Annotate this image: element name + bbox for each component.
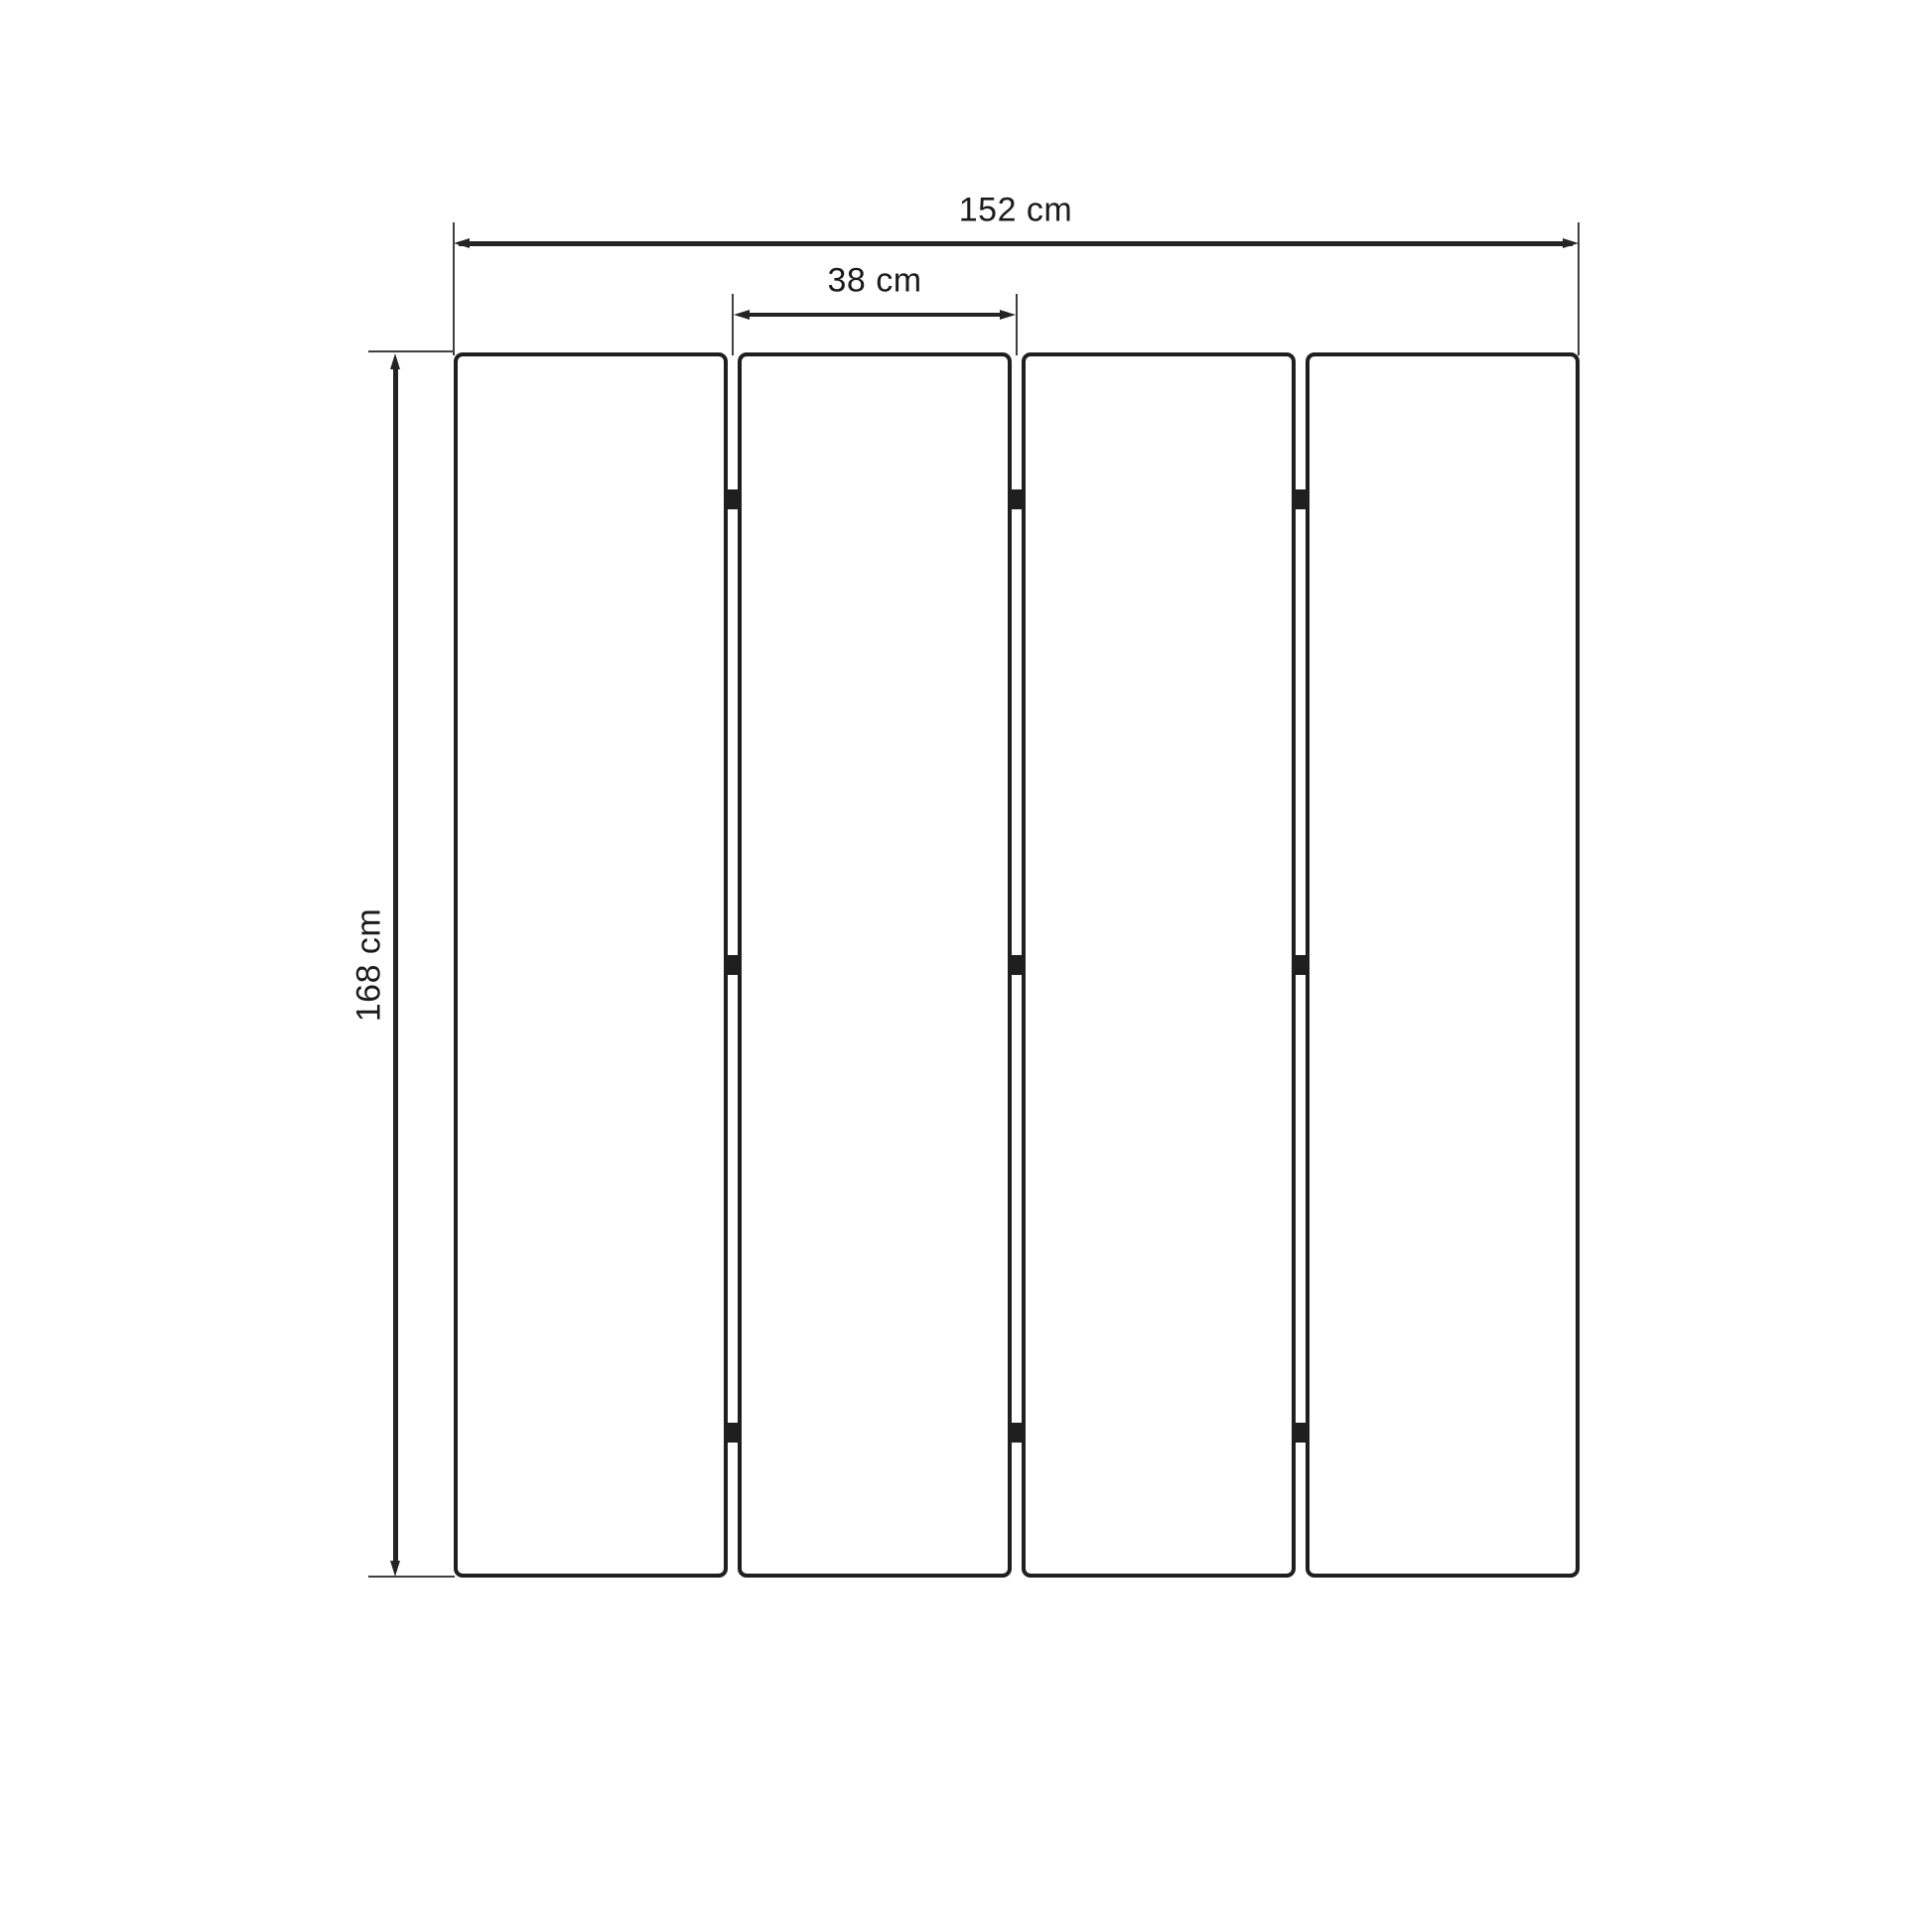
hinge xyxy=(1011,955,1023,975)
panel-width-extension-line-left xyxy=(732,294,734,355)
panel-width-extension-line-right xyxy=(1016,294,1018,355)
width-dimension-label: 152 cm xyxy=(958,191,1073,229)
hinge xyxy=(1011,489,1023,509)
height-dimension-label: 168 cm xyxy=(349,907,388,1023)
height-extension-line-top xyxy=(368,350,455,352)
arrowhead-right-icon xyxy=(1000,310,1016,320)
height-extension-line-bottom xyxy=(368,1576,455,1578)
panel-2 xyxy=(738,352,1012,1578)
height-dimension-line xyxy=(393,363,398,1567)
hinge xyxy=(727,1423,739,1443)
hinge xyxy=(1295,955,1307,975)
panel-width-dimension-line xyxy=(746,313,1004,317)
width-dimension-line xyxy=(459,241,1573,246)
arrowhead-down-icon xyxy=(390,1561,400,1577)
hinge xyxy=(1295,489,1307,509)
hinge xyxy=(727,955,739,975)
arrowhead-left-icon xyxy=(454,238,470,248)
hinge xyxy=(1295,1423,1307,1443)
hinge xyxy=(1011,1423,1023,1443)
panel-1 xyxy=(454,352,728,1578)
arrowhead-left-icon xyxy=(734,310,750,320)
hinge xyxy=(727,489,739,509)
panel-4 xyxy=(1306,352,1580,1578)
arrowhead-up-icon xyxy=(390,353,400,369)
arrowhead-right-icon xyxy=(1563,238,1579,248)
panel-width-dimension-label: 38 cm xyxy=(827,261,922,300)
panel-3 xyxy=(1022,352,1296,1578)
